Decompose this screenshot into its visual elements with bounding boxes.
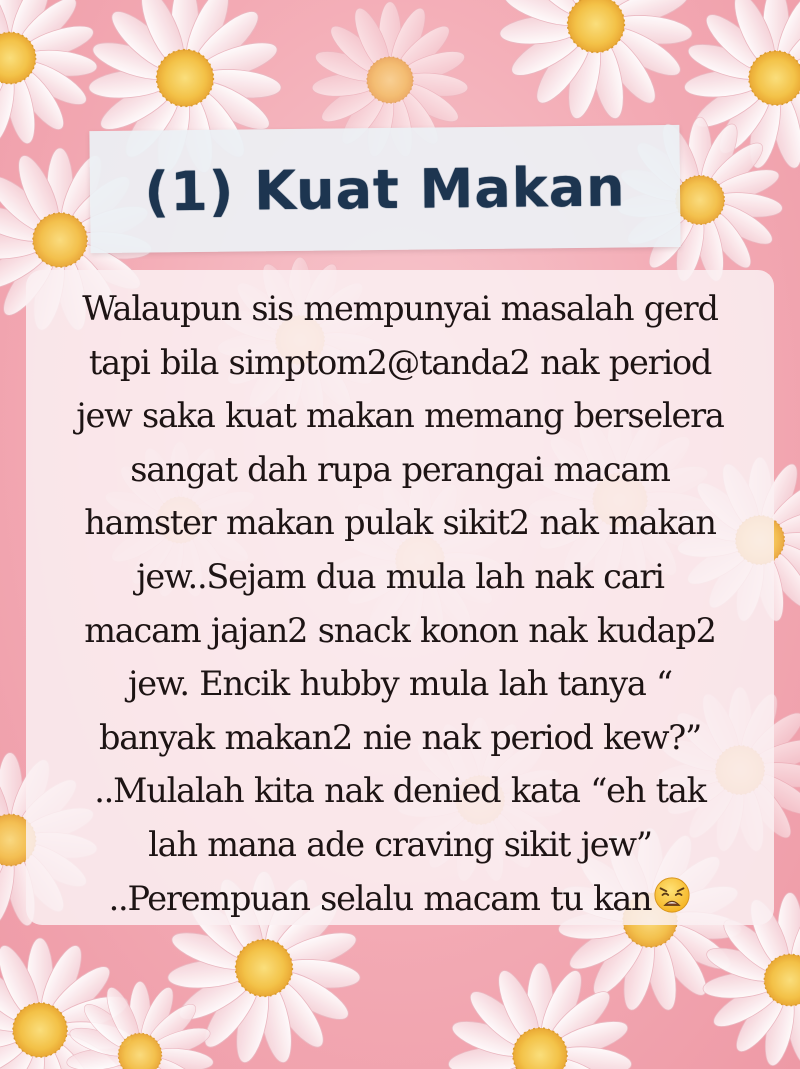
weary-face-emoji-icon	[653, 876, 691, 914]
text-card	[26, 270, 774, 925]
body-line: banyak makan2 nie nak period kew?”	[99, 717, 701, 757]
body-line-last-text: ..Perempuan selalu macam tu kan	[108, 878, 652, 918]
body-line: ..Mulalah kita nak denied kata “eh tak	[94, 771, 706, 811]
body-line-last	[40, 872, 760, 926]
body-line: jew saka kuat makan memang berselera	[76, 396, 724, 436]
body-line: jew..Sejam dua mula lah nak cari	[136, 556, 664, 596]
body-line: macam jajan2 snack konon nak kudap2	[84, 610, 716, 650]
body-line: lah mana ade craving sikit jew”	[148, 824, 652, 864]
page-title: (1) Kuat Makan	[144, 154, 626, 224]
body-line: tapi bila simptom2@tanda2 nak period	[88, 342, 712, 382]
body-line: jew. Encik hubby mula lah tanya “	[128, 664, 672, 704]
body-line: hamster makan pulak sikit2 nak makan	[84, 503, 716, 543]
body-line: sangat dah rupa perangai macam	[130, 449, 670, 489]
body-line: Walaupun sis mempunyai masalah gerd	[82, 289, 718, 328]
title-banner	[89, 125, 680, 253]
body-paragraph	[40, 282, 760, 925]
